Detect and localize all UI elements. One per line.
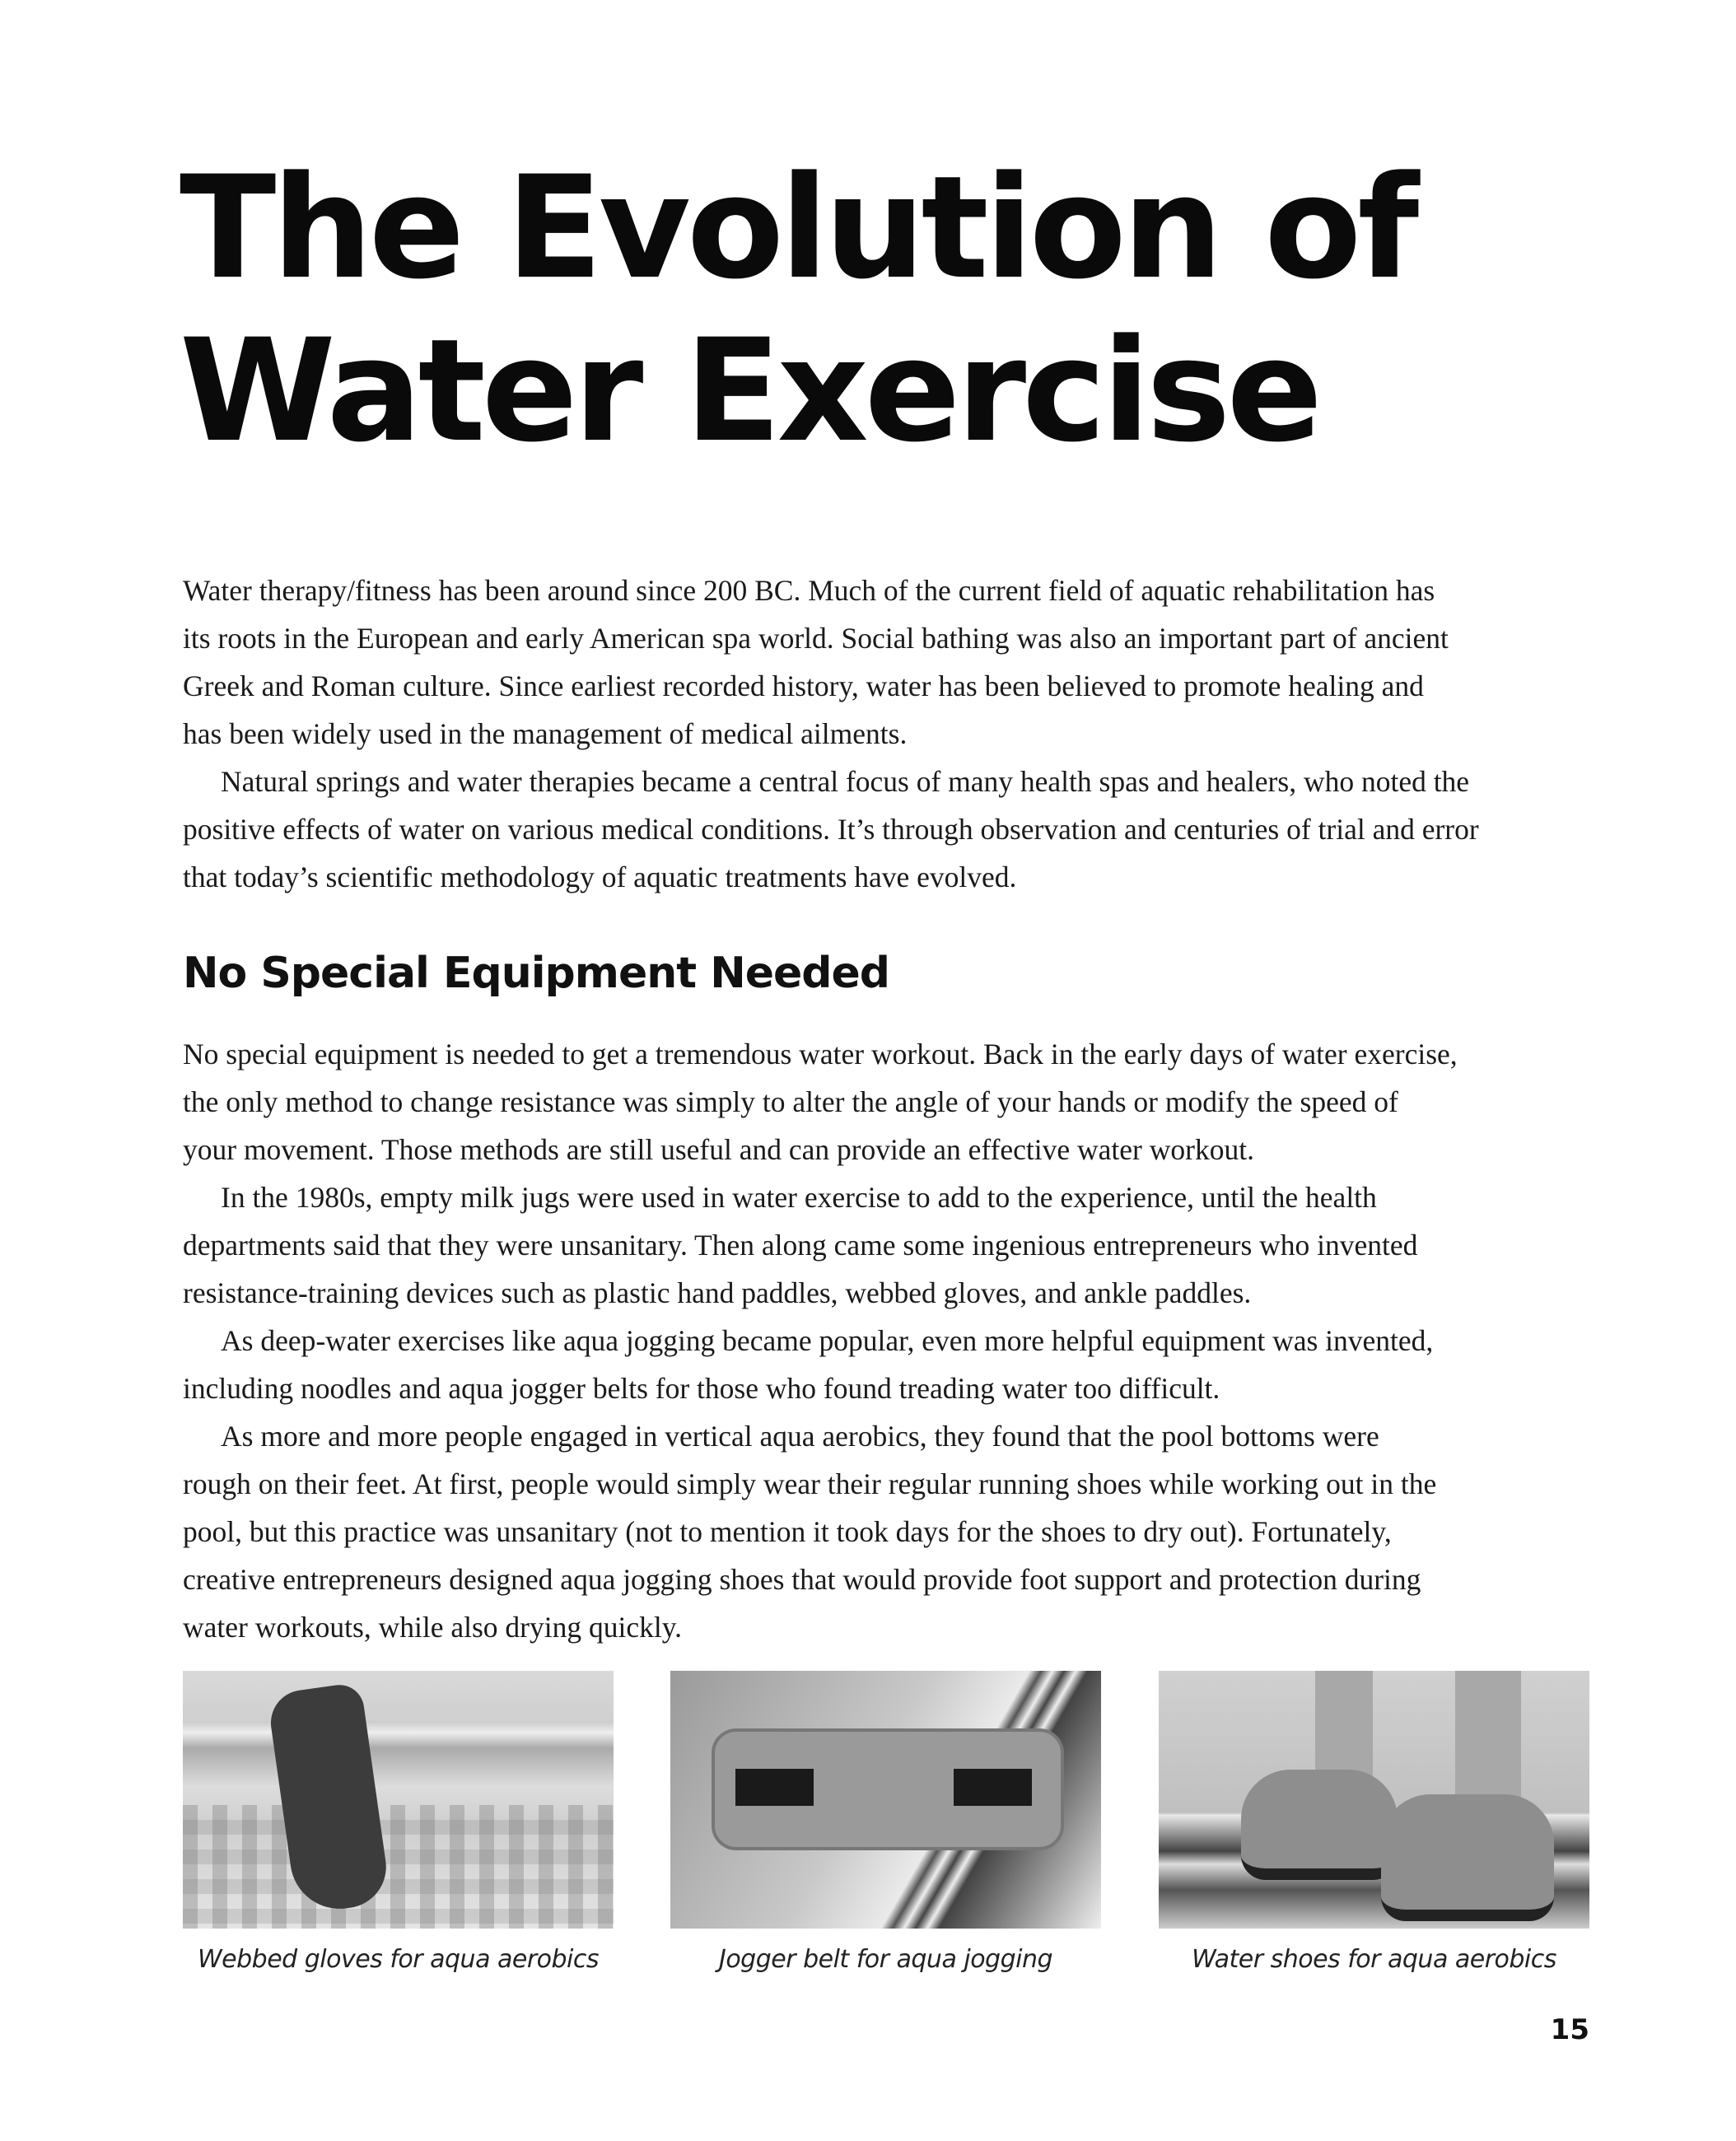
figure-caption: Water shoes for aqua aerobics xyxy=(1192,1945,1556,1974)
text-line: positive effects of water on various medical conditions. It’s through observation and centuries of trial and error xyxy=(183,813,1479,846)
jogger-belt xyxy=(712,1728,1064,1850)
text-line: departments said that they were unsanitary. Then along came some ingenious entrepreneurs who invented xyxy=(183,1229,1418,1262)
water-shoes-photo xyxy=(1159,1671,1589,1929)
text-line: Natural springs and water therapies became a central focus of many health spas and healers, who noted the xyxy=(221,765,1470,798)
page-number: 15 xyxy=(1550,2013,1589,2046)
text-line: As deep-water exercises like aqua jogging became popular, even more helpful equipment was invented, xyxy=(221,1324,1434,1357)
text-line: the only method to change resistance was simply to alter the angle of your hands or modify the speed of xyxy=(183,1085,1398,1118)
webbed-gloves-photo xyxy=(183,1671,614,1929)
leg xyxy=(1455,1671,1521,1803)
text-line: Greek and Roman culture. Since earliest recorded history, water has been believed to promote healing and xyxy=(183,669,1424,702)
text-line: has been widely used in the management of medical ailments. xyxy=(183,717,908,750)
text-line: resistance-training devices such as plastic hand paddles, webbed gloves, and ankle paddles. xyxy=(183,1276,1252,1309)
text-line: As more and more people engaged in vertical aqua aerobics, they found that the pool bottoms were xyxy=(221,1420,1379,1453)
text-line: rough on their feet. At first, people would simply wear their regular running shoes while working out in the xyxy=(183,1467,1437,1500)
text-line: that today’s scientific methodology of aquatic treatments have evolved. xyxy=(183,861,1017,893)
section-paragraphs xyxy=(183,1030,1599,1651)
text-line: pool, but this practice was unsanitary (not to mention it took days for the shoes to dry out). Fortunately, xyxy=(183,1515,1392,1548)
text-line: water workouts, while also drying quickly. xyxy=(183,1611,683,1644)
title-line: The Evolution of xyxy=(180,145,1416,310)
text-line: In the 1980s, empty milk jugs were used in water exercise to add to the experience, until the health xyxy=(221,1181,1377,1214)
pool-tiles xyxy=(183,1805,614,1929)
text-line: creative entrepreneurs designed aqua jogging shoes that would provide foot support and protection during xyxy=(183,1563,1421,1596)
figure-caption: Webbed gloves for aqua aerobics xyxy=(197,1945,600,1974)
jogger-belt-photo xyxy=(670,1671,1101,1929)
section-heading: No Special Equipment Needed xyxy=(183,949,889,998)
belt-strap xyxy=(954,1769,1032,1806)
belt-strap xyxy=(735,1769,814,1806)
title-line: Water Exercise xyxy=(180,308,1319,473)
water-shoe xyxy=(1241,1770,1398,1880)
text-line: Water therapy/fitness has been around since 200 BC. Much of the current field of aquatic rehabilitation has xyxy=(183,574,1435,607)
text-line: No special equipment is needed to get a tremendous water workout. Back in the early days of water exercise, xyxy=(183,1038,1458,1070)
text-line: your movement. Those methods are still useful and can provide an effective water workout. xyxy=(183,1133,1254,1166)
intro-paragraphs xyxy=(183,567,1599,901)
text-line: including noodles and aqua jogger belts for those who found treading water too difficult. xyxy=(183,1372,1220,1405)
water-shoe xyxy=(1381,1794,1554,1921)
text-line: its roots in the European and early American spa world. Social bathing was also an important part of ancient xyxy=(183,622,1449,655)
page-title xyxy=(180,147,1415,473)
figure-caption: Jogger belt for aqua jogging xyxy=(718,1945,1053,1974)
